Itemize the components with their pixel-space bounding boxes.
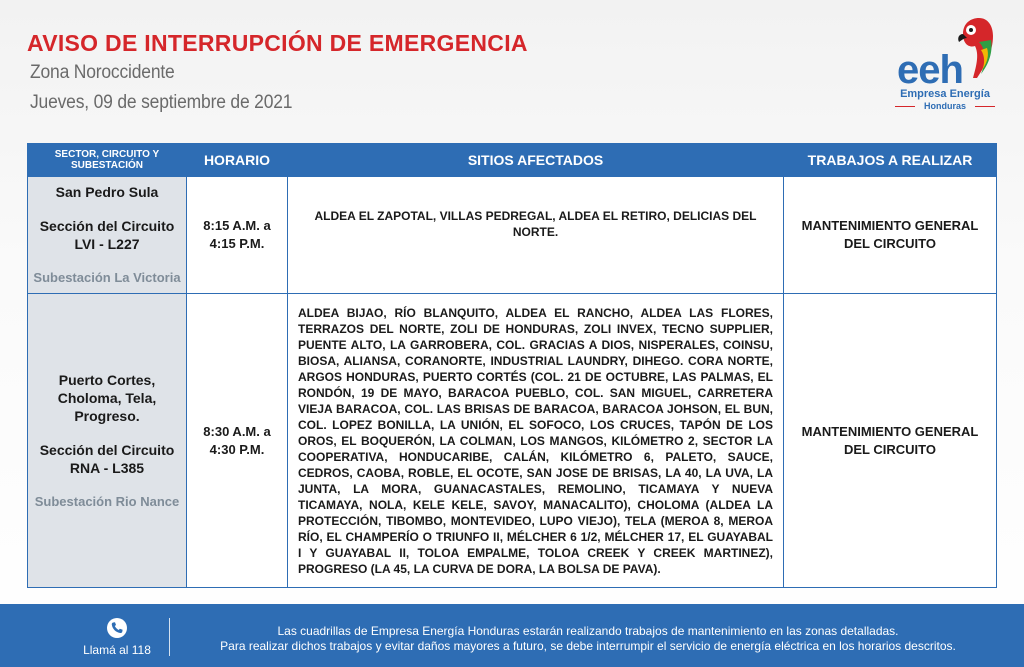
company-logo bbox=[893, 18, 1001, 118]
phone-icon[interactable] bbox=[107, 618, 127, 638]
footer-message bbox=[178, 624, 998, 654]
sector-cell bbox=[28, 294, 187, 588]
sector-name: Puerto Cortes, Choloma, Tela, Progreso. bbox=[57, 371, 157, 424]
table-header-row bbox=[28, 144, 997, 177]
substation-name: Subestación Rio Nance bbox=[34, 493, 180, 509]
header-work: TRABAJOS A REALIZAR bbox=[784, 144, 997, 177]
table-row bbox=[28, 177, 997, 294]
footer-line-2: Para realizar dichos trabajos y evitar daños mayores a futuro, se debe interrumpir el servicio de energía eléctrica en los horarios descritos. bbox=[220, 639, 956, 653]
header-sites: SITIOS AFECTADOS bbox=[288, 144, 784, 177]
header-hours: HORARIO bbox=[187, 144, 288, 177]
work-cell: MANTENIMIENTO GENERAL DEL CIRCUITO bbox=[784, 177, 997, 294]
header bbox=[0, 0, 1024, 140]
logo-country: Honduras bbox=[923, 101, 966, 111]
circuit-code: LVI - L227 bbox=[74, 236, 140, 252]
footer-bar bbox=[0, 604, 1024, 667]
outage-table bbox=[27, 143, 997, 588]
circuit-label: Sección del Circuito bbox=[39, 441, 175, 458]
phone-label[interactable]: Llamá al 118 bbox=[83, 643, 151, 657]
substation-name: Subestación La Victoria bbox=[33, 270, 181, 285]
circuit-label: Sección del Circuito bbox=[39, 218, 175, 234]
work-cell: MANTENIMIENTO GENERAL DEL CIRCUITO bbox=[784, 294, 997, 588]
header-sector: SECTOR, CIRCUITO Y SUBESTACIÓN bbox=[28, 144, 187, 177]
logo-mark: eeh bbox=[897, 48, 963, 92]
logo-company-name: Empresa Energía bbox=[900, 88, 990, 100]
sites-cell: ALDEA BIJAO, RÍO BLANQUITO, ALDEA EL RANCHO, ALDEA LAS FLORES, TERRAZOS DEL NORTE, ZOLI DE HONDURAS, ZOLI INVEX, TECNO SUPPLIER, PUENTE ALTO, LA GARROBERA, COL. GRACIAS A DIOS, NISPERALES, COINSU, BIOSA, ALIANSA, CORANORTE, INDUSTRIAL LAUNDRY, DIHEGO. CORA NORTE, ARGOS HONDURAS, PUERTO CORTÉS (COL. 21 DE OCTUBRE, LAS PALMAS, EL RONDÓN, 19 DE MAYO, BARACOA PUEBLO, COL. SAN MIGUEL, CARRETERA VIEJA BARACOA, COL. LAS BRISAS DE BARACOA, BARACOA JOHSON, EL BUN, COL. LOPEZ BONILLA, LA UNIÓN, EL SOFOCO, LOS CRUCES, TAPÓN DE LOS OROS, EL BOQUERÓN, LA COLMAN, LOS MANGOS, KILÓMETRO 2, SECTOR LA COOPERATIVA, HONDUCARIBE, CALÁN, KILÓMETRO 6, PALETO, SAUCE, CEDROS, CAOBA, ROBLE, EL OCOTE, SAN JOSE DE BRISAS, LA 40, LA UVA, LA JUNTA, LA MORA, GUANACASTALES, REMOLINO, TICAMAYA Y NUEVA TICAMAYA, NOLA, KELE KELE, SAVOY, MANACALITO), CHOLOMA (ALDEA LA PROTECCIÓN, TIBOMBO, MONTEVIDEO, LUPO VIEJO), TELA (MEROA 8, MEROA RÍO, EL CHAMPERÍO O TRIUNFO II, MÉLCHER 6 1/2, MÉLCHER 17, EL GUAYABAL I Y GUAYABAL II, TOLOA EMPALME, TOLOA CREEK Y CREEK MARTINEZ), PROGRESO (LA 45, LA CURVA DE DORA, LA BOLSA DE PAVA). bbox=[288, 294, 784, 588]
table-row bbox=[28, 294, 997, 588]
footer-line-1: Las cuadrillas de Empresa Energía Honduras estarán realizando trabajos de mantenimiento en las zonas detalladas. bbox=[277, 624, 899, 638]
sector-cell bbox=[28, 177, 187, 294]
page-title: AVISO DE INTERRUPCIÓN DE EMERGENCIA bbox=[27, 30, 528, 56]
hours-cell: 8:15 A.M. a 4:15 P.M. bbox=[187, 177, 288, 294]
notice-date: Jueves, 09 de septiembre de 2021 bbox=[30, 92, 293, 113]
footer-divider bbox=[169, 618, 170, 656]
zone-subtitle: Zona Noroccidente bbox=[30, 62, 175, 83]
hours-cell: 8:30 A.M. a 4:30 P.M. bbox=[187, 294, 288, 588]
sites-cell: ALDEA EL ZAPOTAL, VILLAS PEDREGAL, ALDEA EL RETIRO, DELICIAS DEL NORTE. bbox=[288, 177, 784, 294]
sector-name: San Pedro Sula bbox=[55, 184, 159, 200]
logo-divider-right bbox=[975, 106, 995, 107]
circuit-code: RNA - L385 bbox=[69, 459, 145, 476]
